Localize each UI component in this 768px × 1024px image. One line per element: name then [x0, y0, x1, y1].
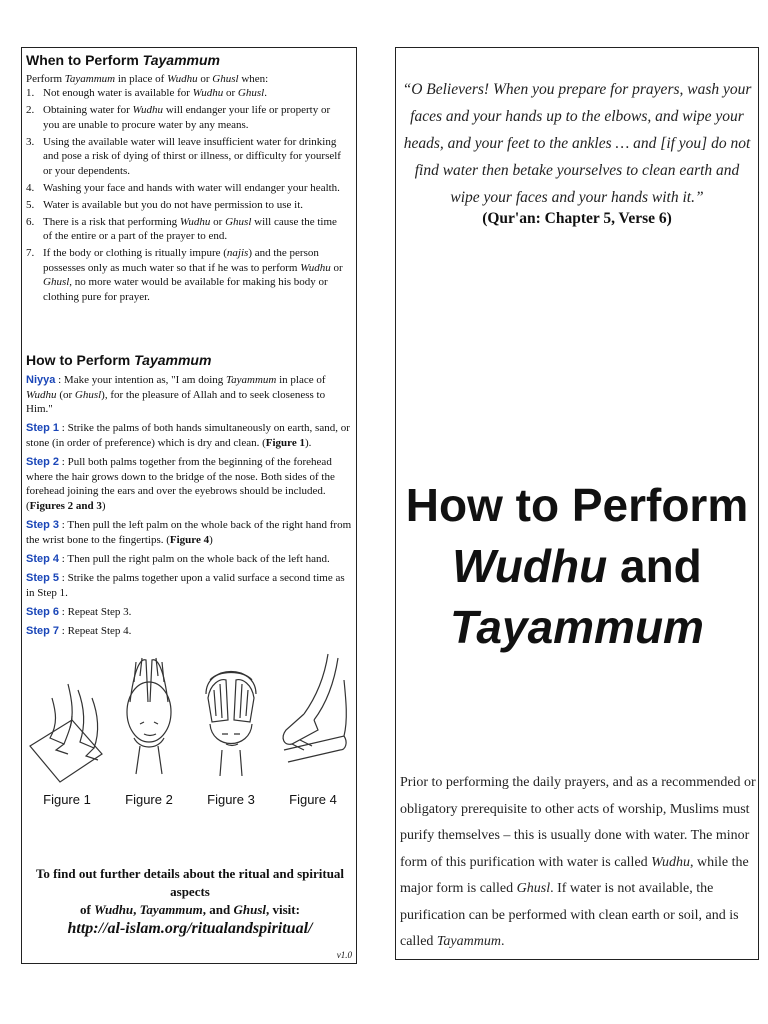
text-run: Tayammum	[64, 73, 116, 85]
text-run: will endanger your life or property or you are unable to procure water by any means.	[43, 103, 331, 131]
step-label: Step 5	[26, 572, 60, 585]
cover-face-icon	[192, 650, 270, 786]
text-run: Wudhu	[300, 261, 331, 274]
step-label: Step 6	[26, 605, 60, 618]
left-panel	[21, 47, 357, 964]
figure-3-caption: Figure 3	[207, 792, 255, 807]
figure-4-illustration	[274, 650, 352, 786]
text-run: Ghusl	[43, 276, 70, 289]
condition-item	[26, 135, 348, 179]
figure-1-illustration	[28, 650, 106, 786]
text-run: , no more water would be available for making his body or clothing pure for prayer.	[43, 276, 328, 304]
text-run: .	[264, 87, 267, 99]
condition-number: 2.	[26, 103, 35, 116]
further-details-link[interactable]: http://al-islam.org/ritualandspiritual/	[67, 920, 313, 937]
condition-text	[43, 135, 348, 179]
text-run: or	[210, 215, 226, 228]
text-run: Wudhu	[94, 902, 134, 917]
step-label: Step 4	[26, 552, 60, 565]
condition-item	[26, 181, 348, 196]
figure-1-caption: Figure 1	[43, 792, 91, 807]
condition-text	[43, 215, 348, 244]
version-label: v1.0	[336, 950, 352, 960]
text-run: : Repeat Step 4.	[59, 625, 132, 638]
text-run: Figure 4	[169, 533, 210, 546]
section-title-how: How to Perform Tayammum	[26, 352, 212, 368]
condition-item	[26, 86, 348, 101]
text-run: Figure 1	[265, 436, 305, 449]
text-run: . If water is not available, the purification can be performed with clean earth or soil, and is called	[400, 881, 739, 949]
text-run: Wudhu	[179, 215, 211, 228]
text-run: Wudhu	[651, 854, 691, 870]
figure-2-illustration	[110, 650, 188, 786]
text-run: Tayammum	[226, 374, 277, 386]
step-3	[26, 518, 352, 547]
text-run: ,	[133, 902, 140, 917]
figure-3-illustration	[192, 650, 270, 786]
text-run: ) and the person possesses only as much water so that if he was to perform	[43, 247, 319, 274]
text-run: Figures 2 and 3	[29, 499, 102, 512]
steps-list	[26, 373, 352, 643]
text-run: : Make your intention as, "I am doing	[55, 374, 227, 386]
conditions-list	[26, 86, 348, 307]
text-run: : Then pull the left palm on the whole back of the right hand from the wrist bone to the fingertips. (	[26, 519, 352, 546]
wipe-hand-icon	[274, 650, 352, 786]
text-run: or	[223, 87, 238, 99]
text-run: when:	[238, 73, 269, 85]
text-run: Wudhu	[167, 73, 198, 85]
text-run: Using the available water will leave insufficient water for drinking and pose a risk of dying of thirst or illness, or difficulty for yourself or your dependents.	[43, 135, 341, 177]
text-run: ), for the pleasure of Allah and to seek closeness to Him."	[26, 388, 326, 416]
step-7	[26, 624, 352, 639]
condition-text	[43, 86, 348, 101]
text-run: Tayammum	[139, 902, 203, 917]
wipe-forehead-icon	[110, 650, 188, 786]
text-run: : Strike the palms together upon a valid surface a second time as in Step 1.	[26, 572, 345, 599]
condition-number: 7.	[26, 247, 35, 260]
quote-reference: (Qur'an: Chapter 5, Verse 6)	[482, 210, 672, 227]
hands-on-earth-icon	[28, 650, 106, 786]
text-run: will cause the time of the entire or a part of the prayer to end.	[43, 215, 337, 243]
text-run: Ghusl	[237, 87, 265, 99]
step-2	[26, 455, 352, 513]
text-run: or	[197, 73, 213, 85]
section-title-when: When to Perform Tayammum	[26, 52, 220, 68]
condition-item	[26, 198, 348, 213]
text-run: , visit:	[266, 902, 300, 917]
text-run: (or	[56, 388, 75, 401]
condition-item	[26, 103, 348, 132]
text-run: ).	[304, 436, 312, 449]
step-4	[26, 552, 352, 567]
further-details-text: To find out further details about the ritual and spiritual aspects of Wudhu, Tayammum, and Ghusl, visit:	[35, 866, 345, 917]
condition-text	[43, 246, 348, 304]
text-run: in place of	[115, 73, 168, 85]
condition-number: 5.	[26, 198, 35, 211]
step-6	[26, 605, 352, 620]
step-label: Step 3	[26, 519, 60, 532]
text-run: Ghusl	[212, 73, 239, 85]
text-run: : Pull both palms together from the beginning of the forehead where the hair grows down to the bridge of the nose. Both sides of the forehead joining the ears and over the eyebrows should be included. (	[26, 456, 335, 512]
text-run: of	[80, 902, 95, 917]
text-run: )	[209, 533, 213, 546]
step-label: Step 2	[26, 456, 60, 469]
main-title: How to Perform Wudhu and Tayammum	[405, 478, 749, 653]
condition-text	[43, 181, 348, 196]
text-run: , while the major form is called	[400, 854, 749, 896]
figure-2-caption: Figure 2	[125, 792, 173, 807]
text-run: Washing your face and hands with water will endanger your health.	[43, 181, 340, 194]
text-run: in place of	[276, 374, 326, 386]
text-run: najis	[226, 247, 249, 260]
text-run: There is a risk that performing	[43, 215, 180, 228]
text-run: , and	[202, 902, 234, 917]
section-intro	[26, 72, 268, 86]
text-run: : Then pull the right palm on the whole back of the left hand.	[59, 552, 330, 565]
text-run: Tayammum	[436, 934, 501, 949]
condition-number: 6.	[26, 215, 35, 228]
text-run: If the body or clothing is ritually impure (	[43, 247, 227, 260]
text-run: Ghusl	[516, 881, 551, 896]
condition-text	[43, 198, 348, 213]
text-run: Ghusl	[225, 215, 252, 228]
text-run: Perform	[26, 73, 65, 85]
text-run: or	[330, 261, 343, 274]
niyya-step	[26, 373, 352, 417]
figures-row	[28, 650, 354, 807]
text-run: Wudhu	[192, 87, 224, 99]
text-run: Wudhu	[26, 388, 57, 401]
condition-item	[26, 246, 348, 304]
text-run: : Repeat Step 3.	[59, 605, 132, 618]
condition-number: 4.	[26, 181, 35, 194]
text-run: .	[500, 934, 505, 949]
step-5	[26, 571, 352, 600]
text-run: Obtaining water for	[43, 103, 133, 116]
right-panel	[395, 47, 759, 960]
text-run: Water is available but you do not have permission to use it.	[43, 198, 304, 211]
text-run: : Strike the palms of both hands simultaneously on earth, sand, or stone (in order of preference) which is dry and clean. (	[26, 422, 350, 449]
text-run: Ghusl	[74, 388, 102, 401]
text-run: Ghusl	[233, 902, 267, 917]
figure-4-caption: Figure 4	[289, 792, 337, 807]
text-run: Prior to performing the daily prayers, and as a recommended or obligatory prerequisite to other acts of worship, Muslims must purify themselves – this is usually done with water. The minor form of this purification with water is called	[400, 775, 756, 870]
quran-quote: “O Believers! When you prepare for prayers, wash your faces and your hands up to the elbows, and wipe your heads, and your feet to the ankles … and [if you] do not find water then betake yourselves to clean earth and wipe your faces and your hands with it.”	[402, 81, 752, 206]
step-label: Niyya	[26, 374, 56, 386]
condition-text	[43, 103, 348, 132]
condition-number: 1.	[26, 87, 35, 99]
step-label: Step 7	[26, 625, 60, 638]
step-label: Step 1	[26, 422, 60, 435]
step-1	[26, 421, 352, 450]
description-text	[400, 770, 756, 956]
condition-item	[26, 215, 348, 244]
condition-number: 3.	[26, 135, 35, 148]
text-run: )	[101, 499, 106, 512]
text-run: Wudhu	[132, 103, 164, 116]
text-run: Not enough water is available for	[43, 87, 193, 99]
